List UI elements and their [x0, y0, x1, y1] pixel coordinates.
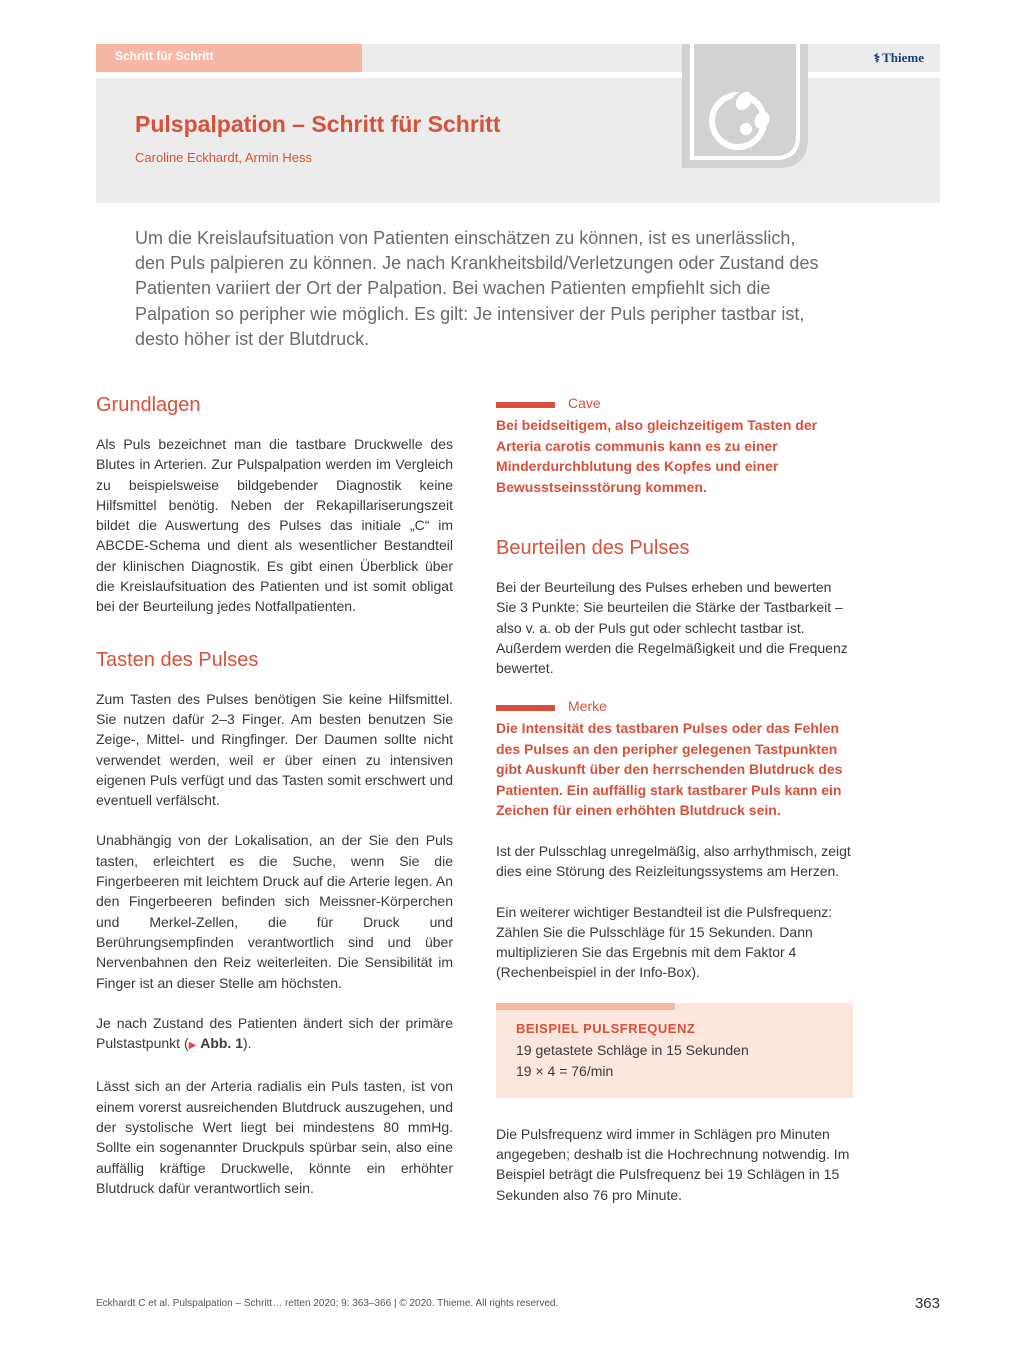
- figure-reference-link[interactable]: Abb. 1: [200, 1035, 243, 1052]
- tasten-paragraph-3: [96, 1013, 453, 1057]
- cave-bar: [496, 402, 555, 408]
- top-bar: [96, 44, 940, 72]
- page-number: 363: [914, 1295, 940, 1312]
- reference-arrow-icon: ▶: [188, 1040, 197, 1052]
- cave-label: Cave: [568, 395, 601, 411]
- tasten-paragraph-3-end: ).: [242, 1035, 252, 1052]
- publisher-brand: [874, 50, 924, 66]
- tasten-paragraph-2: Unabhängig von der Lokalisation, an der Sie den Puls tasten, erleichtert es die Suche, wenn Sie die Fingerbeeren mit leichtem Druck auf die Arterie legen. An den Fingerbeeren befinden sich Meissner-Körperchen und Merkel-Zellen, die für Druck und Berührungsempfinden verantwortlich sind und über Nervenbahnen den Reiz weiterleiten. Die Sensibilität im Finger ist an dieser Stelle am höchsten.: [96, 832, 453, 991]
- intro-paragraph: Um die Kreislaufsituation von Patienten einschätzen zu können, ist es unerlässlich, den Puls palpieren zu können. Je nach Krankheitsbild/Verletzungen oder Zustand des Patienten variiert der Ort der Palpation. Bei wachen Patienten empfiehlt sich die Palpation so peripher wie möglich. Es gilt: Je intensiver der Puls peripher tastbar ist, desto höher ist der Blutdruck.: [135, 228, 819, 349]
- example-line-2: 19 × 4 = 76/min: [516, 1062, 614, 1079]
- frequenz-paragraph: Ein weiterer wichtiger Bestandteil ist die Pulsfrequenz: Zählen Sie die Pulsschläge für 15 Sekunden. Dann multiplizieren Sie das Ergebnis mit dem Faktor 4 (Rechenbeispiel in der Info-Box).: [496, 903, 833, 981]
- tasten-paragraph-1: Zum Tasten des Pulses benötigen Sie keine Hilfsmittel. Sie nutzen dafür 2–3 Finger. Am besten benutzen Sie Zeige-, Mittel- und Ringfinger. Der Daumen sollte nicht verwendet werden, weil er über einen zu intensiven eigenen Puls verfügt und das Tasten somit erschwert und eventuell verfälscht.: [96, 690, 453, 809]
- cave-header: [496, 395, 853, 413]
- tasten-paragraph-4: Lässt sich an der Arteria radialis ein Puls tasten, ist von einem vorerst ausreichenden Blutdruck auszugehen, und der systolische Wert liegt bei mindestens 80 mmHg. Sollte ein sogenannter Druckpuls spürbar sein, also eine auffällig kräftige Druckwelle, könnte ein erhöhter Blutdruck dafür verantwortlich sein.: [96, 1078, 453, 1196]
- cave-text: Bei beidseitigem, also gleichzeitigem Tasten der Arteria carotis communis kann es zu einer Minderdurchblutung des Kopfes und einer Bewusstseinsstörung kommen.: [496, 417, 818, 495]
- brand-name: Thieme: [882, 50, 924, 65]
- article-title: Pulspalpation – Schritt für Schritt: [135, 111, 501, 137]
- merke-header: [496, 698, 853, 716]
- footprints-logo-icon: [680, 44, 810, 168]
- example-line-1: 19 getastete Schläge in 15 Sekunden: [516, 1041, 749, 1058]
- right-column: [496, 395, 853, 1225]
- arrhythmie-paragraph: Ist der Pulsschlag unregelmäßig, also arrhythmisch, zeigt dies eine Störung des Reizleitungssystems am Herzen.: [496, 842, 851, 880]
- example-title: BEISPIEL PULSFREQUENZ: [516, 1020, 696, 1036]
- section-tag: Schritt für Schritt: [96, 44, 362, 72]
- grundlagen-heading: Grundlagen: [96, 394, 201, 416]
- footer-citation: Eckhardt C et al. Pulspalpation – Schritt… retten 2020; 9: 363–366 | © 2020. Thieme. All rights reserved.: [96, 1298, 559, 1309]
- merke-bar: [496, 705, 555, 711]
- left-column: [96, 392, 453, 1218]
- tasten-paragraph-3-start: Je nach Zustand des Patienten ändert sich der primäre Pulstastpunkt (: [96, 1014, 453, 1052]
- example-info-box: [496, 1003, 853, 1098]
- schluss-paragraph: Die Pulsfrequenz wird immer in Schlägen pro Minuten angegeben; deshalb ist die Hochrechnung notwendig. Im Beispiel beträgt die Pulsfrequenz bei 19 Schlägen in 15 Sekunden also 76 pro Minute.: [496, 1125, 850, 1203]
- thieme-caduceus-icon: ⚕: [873, 51, 881, 65]
- beurteilen-text: Bei der Beurteilung des Pulses erheben und bewerten Sie 3 Punkte: Sie beurteilen die Stärke der Tastbarkeit – also v. a. ob der Puls gut oder schlecht tastbar ist. Außerdem werden die Regelmäßigkeit und die Frequenz bewertet.: [496, 579, 848, 677]
- article-authors: Caroline Eckhardt, Armin Hess: [135, 150, 313, 165]
- beurteilen-heading: Beurteilen des Pulses: [496, 537, 690, 559]
- example-top-line: [496, 1003, 675, 1010]
- article-header: [96, 78, 940, 203]
- merke-label: Merke: [568, 698, 607, 715]
- merke-text: Die Intensität des tastbaren Pulses oder das Fehlen des Pulses an den peripher gelegenen Tastpunkten gibt Auskunft über den herrschenden Blutdruck des Patienten. Ein auffällig stark tastbarer Puls kann ein Zeichen für einen erhöhten Blutdruck sein.: [496, 720, 843, 819]
- grundlagen-text: Als Puls bezeichnet man die tastbare Druckwelle des Blutes in Arterien. Zur Pulspalpation werden im Vergleich zu beispielsweise bildgebender Diagnostik keine Hilfsmittel benötig. Neben der Rekapillariserungszeit bildet die Auswertung des Pulses das initiale „C“ im ABCDE-Schema und dient als wesentlicher Bestandteil der klinischen Diagnostik. Es gibt einen Überblick über die Kreislaufsituation des Patienten und ist somit obligat bei der Beurteilung jedes Notfallpatienten.: [96, 436, 453, 615]
- tasten-heading: Tasten des Pulses: [96, 648, 259, 671]
